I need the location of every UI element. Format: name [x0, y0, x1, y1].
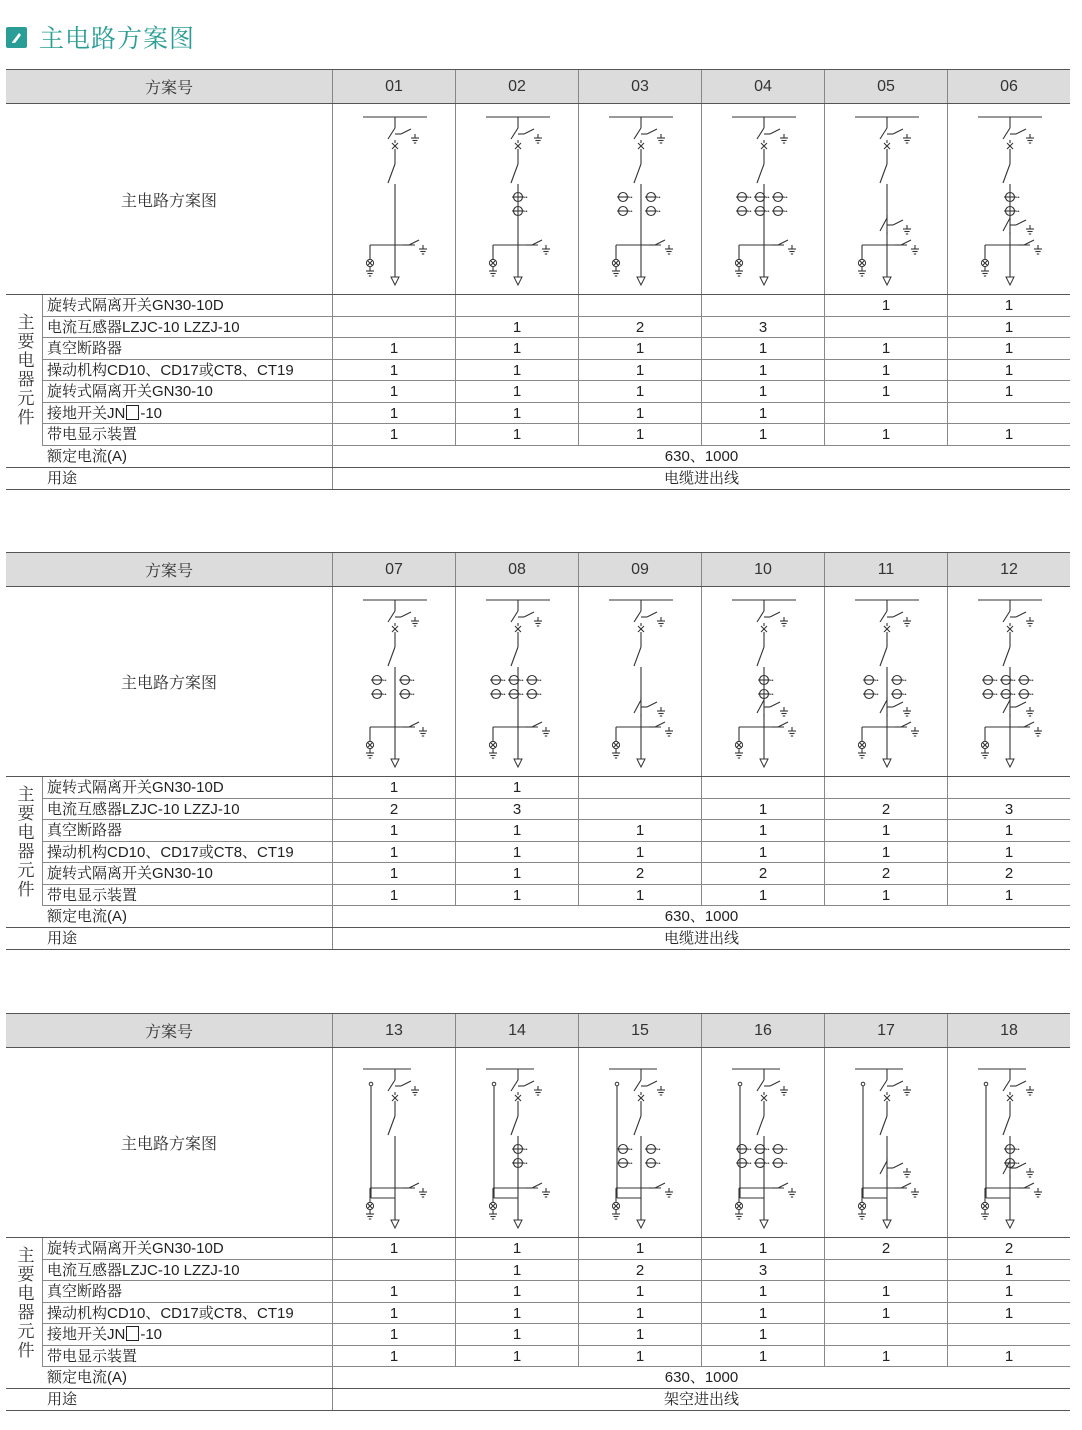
- svg-text:••: ••: [770, 692, 774, 698]
- circuit-diagram: [824, 1048, 947, 1237]
- quantity-cell: [824, 777, 947, 798]
- quantity-cell: 1: [947, 317, 1070, 338]
- svg-text:••: ••: [784, 1161, 788, 1167]
- table-row: [43, 1281, 1070, 1303]
- svg-text:••: ••: [524, 1147, 528, 1153]
- svg-text:••: ••: [411, 678, 415, 684]
- quantity-cell: 1: [332, 777, 455, 798]
- table-row: [43, 820, 1070, 842]
- quantity-cell: 1: [578, 424, 701, 445]
- table-row: [43, 1260, 1070, 1282]
- scheme-number: 14: [455, 1014, 578, 1047]
- quantity-cell: 1: [455, 842, 578, 863]
- quantity-cell: 1: [824, 1281, 947, 1302]
- svg-text:••: ••: [502, 692, 506, 698]
- use-label: 用途: [47, 469, 78, 487]
- diagram-label: 主电路方案图: [120, 1136, 217, 1153]
- circuit-diagram: [701, 104, 824, 294]
- quantity-cell: 2: [824, 863, 947, 884]
- svg-text:••: ••: [520, 692, 524, 698]
- quantity-cell: 1: [455, 1346, 578, 1367]
- component-label: 旋转式隔离开关GN30-10: [47, 865, 213, 882]
- svg-text:••: ••: [1016, 195, 1020, 201]
- quantity-cell: 1: [947, 1260, 1070, 1281]
- scheme-table: [6, 1013, 1070, 1411]
- table-row: [43, 799, 1070, 821]
- svg-text:••: ••: [629, 195, 633, 201]
- rated-current-value: 630、1000: [332, 446, 1070, 467]
- component-section: [6, 777, 1070, 906]
- scheme-number: 12: [947, 553, 1070, 586]
- svg-text:••: ••: [903, 692, 907, 698]
- svg-text:••: ••: [1030, 678, 1034, 684]
- circuit-diagram: [455, 104, 578, 294]
- quantity-cell: [947, 1324, 1070, 1345]
- svg-text:••: ••: [994, 678, 998, 684]
- use-row: [6, 468, 1070, 490]
- svg-text:••: ••: [657, 195, 661, 201]
- svg-text:••: ••: [629, 209, 633, 215]
- component-label: 带电显示装置: [47, 426, 138, 443]
- page-title-text: 主电路方案图: [39, 25, 196, 53]
- quantity-cell: 1: [578, 1303, 701, 1324]
- quantity-cell: 1: [947, 842, 1070, 863]
- quantity-cell: [455, 295, 578, 316]
- scheme-number: 11: [824, 553, 947, 586]
- circuit-diagram: [701, 587, 824, 776]
- quantity-cell: 1: [455, 777, 578, 798]
- component-label: 带电显示装置: [47, 886, 138, 904]
- header-row: [6, 552, 1070, 587]
- quantity-cell: 2: [947, 863, 1070, 884]
- quantity-cell: 1: [824, 820, 947, 841]
- quantity-cell: 1: [947, 1281, 1070, 1302]
- quantity-cell: 2: [824, 799, 947, 820]
- quantity-cell: 1: [455, 1281, 578, 1302]
- quantity-cell: 1: [332, 1324, 455, 1345]
- scheme-number: 06: [947, 70, 1070, 103]
- quantity-cell: 1: [701, 1303, 824, 1324]
- component-label: 接地开关JN -10: [47, 1326, 163, 1343]
- scheme-table: [6, 552, 1070, 950]
- svg-text:••: ••: [903, 678, 907, 684]
- quantity-cell: 1: [578, 381, 701, 402]
- diagram-row: [6, 587, 1070, 777]
- rated-current-row: [6, 906, 1070, 928]
- quantity-cell: 1: [578, 885, 701, 906]
- quantity-cell: [701, 777, 824, 798]
- scheme-number: 07: [332, 553, 455, 586]
- header-label: 方案号: [144, 563, 193, 580]
- svg-text:••: ••: [770, 678, 774, 684]
- circuit-diagram: [947, 104, 1070, 294]
- component-label: 真空断路器: [47, 340, 123, 357]
- svg-text:••: ••: [657, 1161, 661, 1167]
- quantity-cell: 1: [332, 381, 455, 402]
- circuit-diagram: [578, 587, 701, 776]
- use-value: 架空进出线: [332, 1389, 1070, 1410]
- quantity-cell: 1: [947, 885, 1070, 906]
- quantity-cell: 2: [947, 1238, 1070, 1259]
- diagram-row: [6, 1048, 1070, 1238]
- quantity-cell: 1: [332, 1303, 455, 1324]
- svg-text:••: ••: [766, 195, 770, 201]
- scheme-number: 13: [332, 1014, 455, 1047]
- svg-text:••: ••: [1016, 1147, 1020, 1153]
- quantity-cell: 1: [455, 820, 578, 841]
- rated-current-row: [6, 446, 1070, 468]
- svg-text:••: ••: [524, 195, 528, 201]
- table-row: [43, 317, 1070, 339]
- table-row: [43, 403, 1070, 425]
- svg-text:••: ••: [629, 1161, 633, 1167]
- quantity-cell: 1: [701, 799, 824, 820]
- quantity-cell: 1: [947, 820, 1070, 841]
- quantity-cell: 1: [947, 1303, 1070, 1324]
- svg-text:••: ••: [524, 209, 528, 215]
- rated-current-row: [6, 1367, 1070, 1389]
- quantity-cell: 1: [332, 885, 455, 906]
- quantity-cell: 1: [947, 360, 1070, 381]
- quantity-cell: 1: [701, 403, 824, 424]
- svg-text:••: ••: [383, 678, 387, 684]
- svg-text:••: ••: [383, 692, 387, 698]
- table-row: [43, 1324, 1070, 1346]
- quantity-cell: 1: [332, 403, 455, 424]
- scheme-number: 09: [578, 553, 701, 586]
- svg-text:••: ••: [629, 1147, 633, 1153]
- component-label: 操动机构CD10、CD17或CT8、CT19: [47, 361, 294, 379]
- svg-text:••: ••: [748, 1161, 752, 1167]
- svg-text:••: ••: [766, 1147, 770, 1153]
- circuit-diagram: [578, 1048, 701, 1237]
- svg-text:••: ••: [524, 1161, 528, 1167]
- scheme-number: 04: [701, 70, 824, 103]
- svg-text:••: ••: [784, 209, 788, 215]
- square-box-icon: [126, 1326, 139, 1341]
- quantity-cell: 1: [332, 842, 455, 863]
- scheme-number: 01: [332, 70, 455, 103]
- component-label: 接地开关JN -10: [47, 404, 163, 422]
- scheme-number: 03: [578, 70, 701, 103]
- svg-text:••: ••: [766, 1161, 770, 1167]
- circuit-diagram: [332, 104, 455, 294]
- quantity-cell: 1: [824, 424, 947, 445]
- circuit-diagram: [947, 587, 1070, 776]
- svg-text:••: ••: [502, 678, 506, 684]
- quantity-cell: [578, 295, 701, 316]
- component-label: 带电显示装置: [47, 1347, 138, 1365]
- quantity-cell: 1: [578, 820, 701, 841]
- quantity-cell: 1: [578, 360, 701, 381]
- component-label: 电流互感器LZJC-10 LZZJ-10: [47, 318, 240, 336]
- circuit-diagram: [578, 104, 701, 294]
- circuit-diagram: [332, 1048, 455, 1237]
- table-row: [43, 424, 1070, 446]
- quantity-cell: 1: [824, 381, 947, 402]
- quantity-cell: 1: [824, 842, 947, 863]
- quantity-cell: 1: [701, 1238, 824, 1259]
- quantity-cell: 1: [824, 885, 947, 906]
- quantity-cell: [824, 1260, 947, 1281]
- quantity-cell: 1: [701, 820, 824, 841]
- quantity-cell: [824, 1324, 947, 1345]
- quantity-cell: 1: [947, 424, 1070, 445]
- component-label: 真空断路器: [47, 1283, 123, 1300]
- circuit-diagram: [947, 1048, 1070, 1237]
- circuit-diagram: [701, 1048, 824, 1237]
- quantity-cell: [947, 403, 1070, 424]
- quantity-cell: 1: [578, 1346, 701, 1367]
- use-value: 电缆进出线: [332, 468, 1070, 489]
- circuit-diagram: [455, 587, 578, 776]
- quantity-cell: 1: [332, 1281, 455, 1302]
- component-label: 电流互感器LZJC-10 LZZJ-10: [47, 800, 240, 818]
- table-row: [43, 863, 1070, 885]
- quantity-cell: 1: [455, 1260, 578, 1281]
- quantity-cell: 1: [455, 1324, 578, 1345]
- quantity-cell: 1: [701, 1281, 824, 1302]
- svg-text:••: ••: [748, 209, 752, 215]
- quantity-cell: 1: [455, 403, 578, 424]
- table-row: [43, 777, 1070, 799]
- quantity-cell: 1: [578, 1281, 701, 1302]
- header-row: [6, 1013, 1070, 1048]
- circuit-diagram: [824, 104, 947, 294]
- quantity-cell: 1: [701, 381, 824, 402]
- component-section: [6, 1238, 1070, 1367]
- component-label: 操动机构CD10、CD17或CT8、CT19: [47, 1304, 294, 1322]
- header-label: 方案号: [144, 1024, 193, 1041]
- scheme-number: 17: [824, 1014, 947, 1047]
- scheme-number: 16: [701, 1014, 824, 1047]
- scheme-number: 08: [455, 553, 578, 586]
- svg-text:••: ••: [538, 678, 542, 684]
- quantity-cell: 1: [701, 885, 824, 906]
- quantity-cell: [578, 799, 701, 820]
- quantity-cell: 1: [701, 424, 824, 445]
- quantity-cell: [332, 295, 455, 316]
- circuit-diagram: [332, 587, 455, 776]
- quantity-cell: 1: [455, 1303, 578, 1324]
- quantity-cell: 1: [701, 338, 824, 359]
- quantity-cell: 2: [701, 863, 824, 884]
- header-label: 方案号: [144, 80, 193, 97]
- table-row: [43, 360, 1070, 382]
- side-label: 主要电器元件: [6, 1238, 43, 1367]
- quantity-cell: 1: [455, 1238, 578, 1259]
- quantity-cell: 1: [701, 1346, 824, 1367]
- quantity-cell: 1: [332, 863, 455, 884]
- quantity-cell: 3: [701, 1260, 824, 1281]
- svg-text:••: ••: [784, 195, 788, 201]
- rated-current-label: 额定电流(A): [47, 447, 127, 465]
- quantity-cell: 1: [578, 338, 701, 359]
- quantity-cell: 1: [332, 338, 455, 359]
- table-row: [43, 842, 1070, 864]
- table-row: [43, 1303, 1070, 1325]
- svg-text:••: ••: [1030, 692, 1034, 698]
- square-box-icon: [126, 405, 139, 420]
- quantity-cell: 1: [455, 360, 578, 381]
- quantity-cell: 2: [332, 799, 455, 820]
- quantity-cell: 1: [455, 863, 578, 884]
- quantity-cell: [701, 295, 824, 316]
- use-row: [6, 1389, 1070, 1411]
- svg-text:••: ••: [748, 195, 752, 201]
- quantity-cell: 1: [701, 1324, 824, 1345]
- component-label: 旋转式隔离开关GN30-10: [47, 383, 213, 400]
- quantity-cell: 1: [455, 424, 578, 445]
- quantity-cell: 1: [947, 295, 1070, 316]
- quantity-cell: 2: [578, 317, 701, 338]
- quantity-cell: 1: [332, 1238, 455, 1259]
- quantity-cell: 1: [332, 360, 455, 381]
- svg-text:••: ••: [1016, 209, 1020, 215]
- quantity-cell: 1: [578, 1238, 701, 1259]
- scheme-number: 10: [701, 553, 824, 586]
- quantity-cell: 1: [455, 885, 578, 906]
- quantity-cell: 1: [824, 295, 947, 316]
- quantity-cell: 1: [455, 338, 578, 359]
- use-row: [6, 928, 1070, 950]
- component-section: [6, 295, 1070, 446]
- quantity-cell: 3: [947, 799, 1070, 820]
- scheme-number: 02: [455, 70, 578, 103]
- quantity-cell: 1: [947, 338, 1070, 359]
- diagram-label: 主电路方案图: [120, 192, 217, 210]
- svg-text:••: ••: [1016, 1161, 1020, 1167]
- component-label: 旋转式隔离开关GN30-10D: [47, 297, 224, 314]
- diagram-label: 主电路方案图: [120, 675, 217, 692]
- rated-current-value: 630、1000: [332, 906, 1070, 927]
- quantity-cell: [332, 317, 455, 338]
- diagram-row: [6, 104, 1070, 295]
- scheme-number: 05: [824, 70, 947, 103]
- quantity-cell: 1: [332, 1346, 455, 1367]
- component-label: 操动机构CD10、CD17或CT8、CT19: [47, 843, 294, 861]
- quantity-cell: [947, 777, 1070, 798]
- svg-text:••: ••: [994, 692, 998, 698]
- svg-text:••: ••: [748, 1147, 752, 1153]
- table-row: [43, 338, 1070, 360]
- svg-text:••: ••: [520, 678, 524, 684]
- table-row: [43, 885, 1070, 907]
- quantity-cell: 1: [332, 820, 455, 841]
- component-label: 电流互感器LZJC-10 LZZJ-10: [47, 1261, 240, 1279]
- table-row: [43, 295, 1070, 317]
- rated-current-label: 额定电流(A): [47, 908, 127, 925]
- svg-text:••: ••: [538, 692, 542, 698]
- side-label: 主要电器元件: [6, 295, 43, 446]
- svg-text:••: ••: [657, 209, 661, 215]
- svg-text:••: ••: [784, 1147, 788, 1153]
- svg-text:••: ••: [411, 692, 415, 698]
- quantity-cell: 3: [701, 317, 824, 338]
- header-row: [6, 69, 1070, 104]
- table-row: [43, 1346, 1070, 1368]
- use-value: 电缆进出线: [332, 928, 1070, 949]
- component-label: 旋转式隔离开关GN30-10D: [47, 1240, 224, 1257]
- quantity-cell: 1: [701, 360, 824, 381]
- quantity-cell: [824, 317, 947, 338]
- svg-text:••: ••: [1012, 692, 1016, 698]
- quantity-cell: 2: [578, 1260, 701, 1281]
- quantity-cell: 1: [824, 1346, 947, 1367]
- svg-text:••: ••: [766, 209, 770, 215]
- quantity-cell: 1: [947, 1346, 1070, 1367]
- use-label: 用途: [47, 1391, 78, 1408]
- quantity-cell: 1: [578, 1324, 701, 1345]
- quantity-cell: 1: [824, 1303, 947, 1324]
- table-row: [43, 381, 1070, 403]
- component-label: 真空断路器: [47, 822, 123, 839]
- component-label: 旋转式隔离开关GN30-10D: [47, 779, 224, 796]
- use-label: 用途: [47, 930, 78, 947]
- circuit-diagram: [455, 1048, 578, 1237]
- table-row: [43, 1238, 1070, 1260]
- quantity-cell: 1: [947, 381, 1070, 402]
- circuit-diagram: [824, 587, 947, 776]
- edit-icon: [6, 27, 27, 48]
- svg-text:••: ••: [875, 692, 879, 698]
- quantity-cell: 1: [332, 424, 455, 445]
- quantity-cell: 3: [455, 799, 578, 820]
- rated-current-label: 额定电流(A): [47, 1369, 127, 1386]
- quantity-cell: 2: [824, 1238, 947, 1259]
- quantity-cell: 1: [455, 381, 578, 402]
- rated-current-value: 630、1000: [332, 1367, 1070, 1388]
- svg-text:••: ••: [1012, 678, 1016, 684]
- quantity-cell: 2: [578, 863, 701, 884]
- page-title: [6, 20, 195, 54]
- quantity-cell: 1: [701, 842, 824, 863]
- quantity-cell: 1: [824, 338, 947, 359]
- quantity-cell: [824, 403, 947, 424]
- scheme-number: 15: [578, 1014, 701, 1047]
- side-label: 主要电器元件: [6, 777, 43, 906]
- svg-text:••: ••: [657, 1147, 661, 1153]
- scheme-number: 18: [947, 1014, 1070, 1047]
- quantity-cell: [578, 777, 701, 798]
- quantity-cell: [332, 1260, 455, 1281]
- quantity-cell: 1: [455, 317, 578, 338]
- quantity-cell: 1: [578, 403, 701, 424]
- scheme-table: [6, 69, 1070, 490]
- svg-text:••: ••: [875, 678, 879, 684]
- quantity-cell: 1: [824, 360, 947, 381]
- quantity-cell: 1: [578, 842, 701, 863]
